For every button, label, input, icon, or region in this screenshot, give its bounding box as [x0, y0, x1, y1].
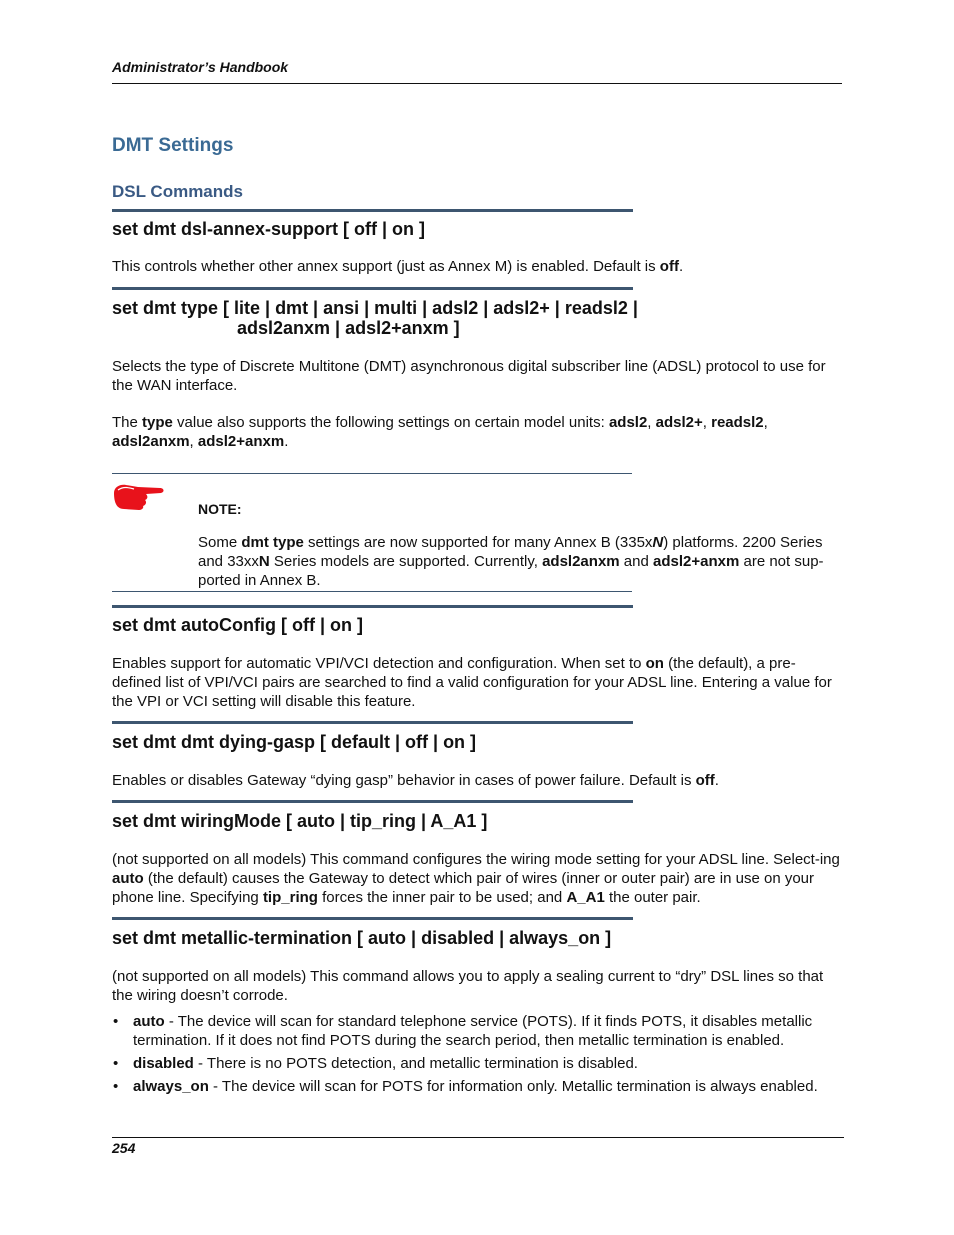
list-item: • always_on - The device will scan for POTS for information only. Metallic termination is always enabled. [113, 1078, 818, 1095]
paragraph-dsl-annex-support: This controls whether other annex support (just as Annex M) is enabled. Default is off. [112, 258, 684, 275]
list-item: • disabled - There is no POTS detection, and metallic termination is disabled. [113, 1055, 638, 1072]
note-label: NOTE: [198, 501, 242, 517]
paragraph-autoconfig: Enables support for automatic VPI/VCI detection and configuration. When set to on (the default), a pre-defined list of VPI/VCI pairs are searched to find a valid configuration for your ADSL line. Entering a value for the VPI or VCI setting will disable this feature. [112, 655, 832, 710]
command-rule [112, 721, 633, 724]
note-top-rule [112, 473, 632, 474]
command-heading-dmt-type: set dmt type [ lite | dmt | ansi | multi | adsl2 | adsl2+ | readsl2 | adsl2anxm | adsl2+anxm ] [112, 298, 638, 338]
command-heading-wiringmode: set dmt wiringMode [ auto | tip_ring | A_A1 ] [112, 811, 488, 831]
command-heading-dsl-annex-support: set dmt dsl-annex-support [ off | on ] [112, 219, 426, 239]
command-heading-metallic-termination: set dmt metallic-termination [ auto | disabled | always_on ] [112, 928, 612, 948]
command-heading-autoconfig: set dmt autoConfig [ off | on ] [112, 615, 363, 635]
header-rule [112, 83, 842, 84]
command-rule [112, 287, 633, 290]
paragraph-wiringmode: (not supported on all models) This command configures the wiring mode setting for your ADSL line. Select-ing auto (the default) causes the Gateway to detect which pair of wires (inner or outer pair) are in use on your phone line. Specifying tip_ring forces the inner pair to be used; and A_A1 the outer pair. [112, 851, 840, 906]
section-title: DMT Settings [112, 135, 234, 156]
page-number: 254 [112, 1140, 136, 1156]
pointing-hand-icon [112, 481, 166, 511]
command-rule [112, 209, 633, 212]
metallic-termination-options [112, 1012, 842, 1100]
command-heading-dying-gasp: set dmt dmt dying-gasp [ default | off | on ] [112, 732, 477, 752]
command-rule [112, 800, 633, 803]
subsection-title: DSL Commands [112, 182, 243, 201]
note-bottom-rule [112, 591, 632, 592]
paragraph-dmt-type-settings: The type value also supports the following settings on certain model units: adsl2, adsl2+, readsl2, adsl2anxm, adsl2+anxm. [112, 414, 768, 450]
bullet-icon: • [113, 1078, 119, 1095]
command-rule [112, 917, 633, 920]
command-rule [112, 605, 633, 608]
bullet-icon: • [113, 1013, 119, 1030]
footer-rule [112, 1137, 844, 1138]
bullet-icon: • [113, 1055, 119, 1072]
list-item: • auto - The device will scan for standard telephone service (POTS). If it finds POTS, it disables metallic termination. If it does not find POTS during the search period, then metallic termination is enabled. [113, 1013, 813, 1049]
paragraph-metallic-termination: (not supported on all models) This command allows you to apply a sealing current to “dry” DSL lines so that the wiring doesn’t corrode. [112, 968, 824, 1004]
paragraph-dmt-type-description: Selects the type of Discrete Multitone (DMT) asynchronous digital subscriber line (ADSL) protocol to use for the WAN interface. [112, 358, 826, 394]
note-text: Some dmt type settings are now supported for many Annex B (335xN) platforms. 2200 Series and 33xxN Series models are supported. Currently, adsl2anxm and adsl2+anxm are not sup-ported in Annex B. [198, 534, 824, 589]
running-head: Administrator’s Handbook [112, 59, 289, 75]
paragraph-dying-gasp: Enables or disables Gateway “dying gasp” behavior in cases of power failure. Default is off. [112, 772, 719, 789]
